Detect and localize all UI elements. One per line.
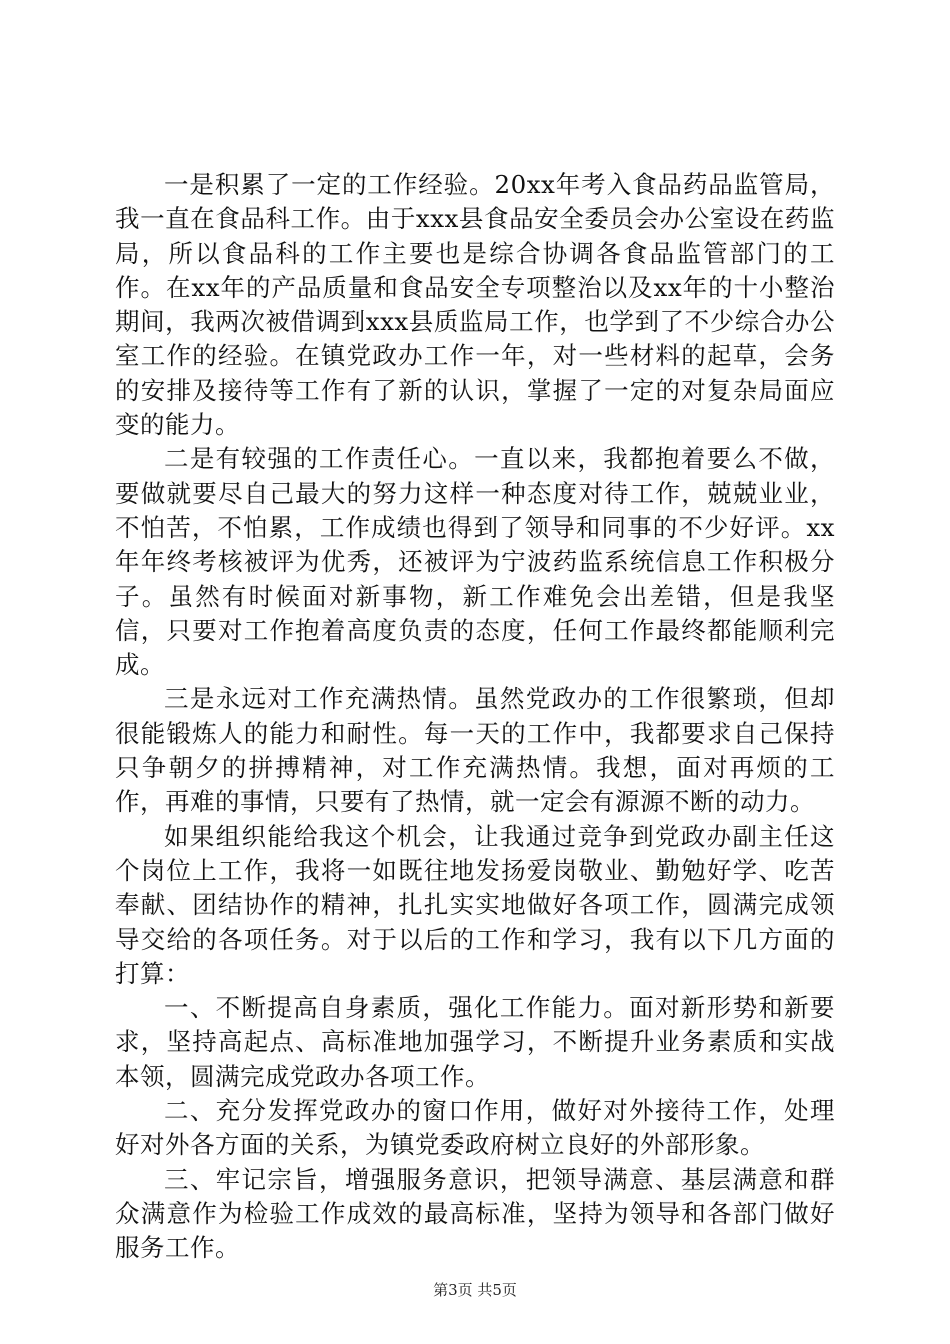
paragraph-plan-one: 一、不断提高自身素质，强化工作能力。面对新形势和新要求，坚持高起点、高标准地加强学习，不断提升业务素质和实战本领，圆满完成党政办各项工作。 bbox=[115, 993, 835, 1091]
paragraph-if-given-opportunity: 如果组织能给我这个机会，让我通过竞争到党政办副主任这个岗位上工作，我将一如既往地发扬爱岗敬业、勤勉好学、吃苦奉献、团结协作的精神，扎扎实实地做好各项工作，圆满完成领导交给的各项任务。对于以后的工作和学习，我有以下几方面的打算： bbox=[115, 821, 835, 988]
paragraph-plan-three: 三、牢记宗旨，增强服务意识，把领导满意、基层满意和群众满意作为检验工作成效的最高标准，坚持为领导和各部门做好服务工作。 bbox=[115, 1164, 835, 1263]
paragraph-enthusiasm: 三是永远对工作充满热情。虽然党政办的工作很繁琐，但却很能锻炼人的能力和耐性。每一天的工作中，我都要求自己保持只争朝夕的拼搏精神，对工作充满热情。我想，面对再烦的工作，再难的事情，只要有了热情，就一定会有源源不断的动力。 bbox=[115, 684, 835, 817]
paragraph-responsibility: 二是有较强的工作责任心。一直以来，我都抱着要么不做，要做就要尽自己最大的努力这样一种态度对待工作，兢兢业业，不怕苦，不怕累，工作成绩也得到了领导和同事的不少好评。xx年年终考核被评为优秀，还被评为宁波药监系统信息工作积极分子。虽然有时候面对新事物，新工作难免会出差错，但是我坚信，只要对工作抱着高度负责的态度，任何工作最终都能顺利完成。 bbox=[115, 444, 835, 680]
page-number-footer: 第3页 共5页 bbox=[433, 1281, 517, 1299]
paragraph-plan-two: 二、充分发挥党政办的窗口作用，做好对外接待工作，处理好对外各方面的关系，为镇党委政府树立良好的外部形象。 bbox=[115, 1096, 835, 1160]
document-body bbox=[115, 168, 835, 1266]
paragraph-work-experience: 一是积累了一定的工作经验。20xx年考入食品药品监管局，我一直在食品科工作。由于xxx县食品安全委员会办公室设在药监局，所以食品科的工作主要也是综合协调各食品监管部门的工作。在xx年的产品质量和食品安全专项整治以及xx年的十小整治期间，我两次被借调到xxx县质监局工作，也学到了不少综合办公室工作的经验。在镇党政办工作一年，对一些材料的起草，会务的安排及接待等工作有了新的认识，掌握了一定的对复杂局面应变的能力。 bbox=[115, 170, 835, 440]
